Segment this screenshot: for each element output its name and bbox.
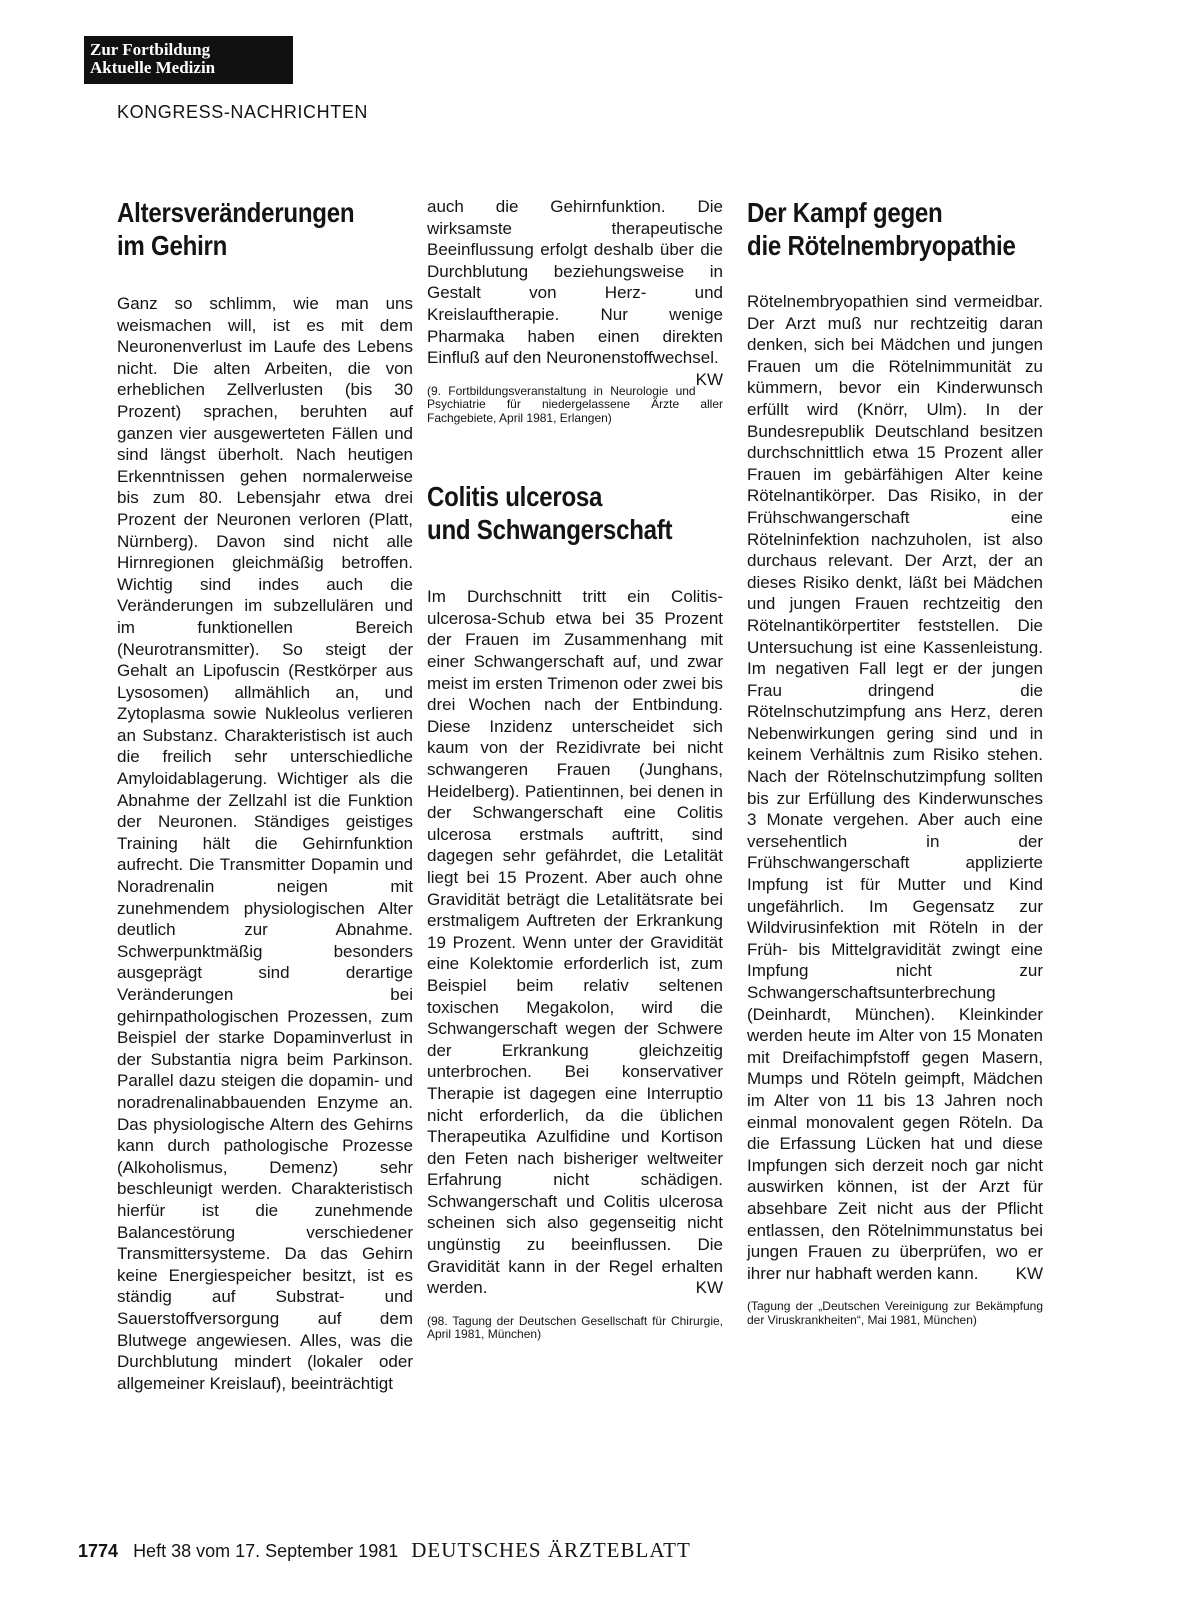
- journal-name: DEUTSCHES ÄRZTEBLATT: [411, 1538, 691, 1562]
- article-1-source: (9. Fortbildungsveranstaltung in Neurologie und Psychiatrie für niedergelassene Ärzte aller Fachgebiete, April 1981, Erlangen): [427, 383, 723, 425]
- article-2-title-line1: Colitis ulcerosa: [427, 481, 603, 513]
- article-2-body: [427, 586, 723, 1299]
- issue-info: Heft 38 vom 17. September 1981: [133, 1541, 399, 1561]
- article-2-signature: KW: [695, 1278, 723, 1298]
- article-3-title-line1: Der Kampf gegen: [747, 197, 943, 228]
- article-1-signature: KW: [695, 369, 723, 389]
- column-3: [747, 196, 1043, 1327]
- page-footer: [78, 1538, 691, 1563]
- article-3-source: (Tagung der „Deutschen Vereinigung zur Bekämpfung der Viruskrankheiten“, Mai 1981, München): [747, 1299, 1043, 1327]
- section-badge-line1: Zur Fortbildung: [90, 40, 211, 59]
- article-3-body: [747, 291, 1043, 1284]
- article-1-title-line1: Altersveränderungen: [117, 197, 355, 228]
- article-1-continuation-text: auch die Gehirnfunktion. Die wirksamste therapeutische Beeinflussung erfolgt deshalb über die Durchblutung beziehungsweise in Gestalt von Herz- und Kreislauftherapie. Nur wenige Pharmaka haben einen direkten Einfluß auf den Neuronenstoffwechsel.: [427, 197, 723, 368]
- article-1-continuation: [427, 196, 723, 389]
- section-badge: [84, 36, 293, 84]
- article-1-title: [117, 196, 372, 262]
- section-kicker: KONGRESS-NACHRICHTEN: [117, 102, 369, 122]
- article-3-title: [747, 196, 1016, 262]
- article-2-source: (98. Tagung der Deutschen Gesellschaft für Chirurgie, April 1981, München): [427, 1313, 723, 1342]
- column-1: [117, 196, 413, 1394]
- article-1-body: Ganz so schlimm, wie man uns weismachen will, ist es mit dem Neuronenverlust im Laufe des Lebens nicht. Die alten Arbeiten, die von erheblichen Zellverlusten (bis 30 Prozent) sprachen, beruhten auf ganzen vier ausgewerteten Fällen und sind längst überholt. Nach heutigen Erkenntnissen gehen normalerweise bis zum 80. Lebensjahr etwa drei Prozent der Neuronen verloren (Platt, Nürnberg). Davon sind nicht alle Hirnregionen gleichmäßig betroffen. Wichtig sind indes auch die Veränderungen im subzellulären und im funktionellen Bereich (Neurotransmitter). So steigt der Gehalt an Lipofuscin (Restkörper aus Lysosomen) allmählich an, und Zytoplasma sowie Nukleolus verlieren an Substanz. Charakteristisch ist auch die freilich sehr unterschiedliche Amyloidablagerung. Wichtiger als die Abnahme der Zellzahl ist die Funktion der Neuronen. Ständiges geistiges Training hält die Gehirnfunktion aufrecht. Die Transmitter Dopamin und Noradrenalin neigen mit zunehmendem physiologischen Alter deutlich zur Abnahme. Schwerpunktmäßig besonders ausgeprägt sind derartige Veränderungen bei gehirnpathologischen Prozessen, zum Beispiel der starke Dopaminverlust in der Substantia nigra beim Parkinson. Parallel dazu steigen die dopamin- und noradrenalinabbauenden Enzyme an. Das physiologische Altern des Gehirns kann durch pathologische Prozesse (Alkoholismus, Demenz) sehr beschleunigt werden. Charakteristisch hierfür ist die zunehmende Balancestörung verschiedener Transmittersysteme. Da das Gehirn keine Energiespeicher besitzt, ist es ständig auf Substrat- und Sauerstoffversorgung auf dem Blutwege angewiesen. Alles, was die Durchblutung mindert (lokaler oder allgemeiner Kreislauf), beeinträchtigt: [117, 294, 413, 1393]
- article-2-title-line2: und Schwangerschaft: [427, 514, 673, 546]
- page-number: 1774: [78, 1541, 119, 1561]
- article-3-signature: KW: [1015, 1263, 1043, 1283]
- article-2-title: [427, 480, 682, 546]
- article-1-title-line2: im Gehirn: [117, 230, 228, 261]
- section-badge-line2: Aktuelle Medizin: [90, 58, 216, 77]
- article-2-body-text: Im Durchschnitt tritt ein Colitis-ulcerosa-Schub etwa bei 35 Prozent der Frauen im Zusammenhang mit einer Schwangerschaft auf, und zwar meist im ersten Trimenon oder zwei bis drei Wochen nach der Entbindung. Diese Inzidenz unterscheidet sich kaum von der Rezidivrate bei nicht schwangeren Frauen (Junghans, Heidelberg). Patientinnen, bei denen in der Schwangerschaft eine Colitis ulcerosa erstmals auftritt, sind dagegen sehr gefährdet, die Letalität liegt bei 15 Prozent. Aber auch ohne Gravidität beträgt die Letalitätsrate bei erstmaligem Auftreten der Erkrankung 19 Prozent. Wenn unter der Gravidität eine Kolektomie erforderlich ist, zum Beispiel beim relativ seltenen toxischen Megakolon, wird die Schwangerschaft wegen der Schwere der Erkrankung gleichzeitig unterbrochen. Bei konservativer Therapie ist dagegen eine Interruptio nicht erforderlich, da die üblichen Therapeutika Azulfidine und Kortison den Feten nach bisheriger weltweiter Erfahrung nicht schädigen. Schwangerschaft und Colitis ulcerosa scheinen sich also gegenseitig nicht ungünstig zu beeinflussen. Die Gravidität kann in der Regel erhalten werden.: [427, 587, 723, 1298]
- column-2: [427, 196, 723, 1342]
- article-3-title-line2: die Rötelnembryopathie: [747, 230, 1016, 261]
- article-3-body-text: Rötelnembryopathien sind vermeidbar. Der Arzt muß nur rechtzeitig daran denken, sich bei Mädchen und jungen Frauen um die Rötelnimmunität zu kümmern, bevor ein Kinderwunsch erfüllt wird (Knörr, Ulm). In der Bundesrepublik Deutschland besitzen durchschnittlich etwa 15 Prozent aller Frauen im gebärfähigen Alter keine Rötelnantikörper. Das Risiko, in der Frühschwangerschaft eine Rötelninfektion nachzuholen, ist also durchaus relevant. Der Arzt, der an dieses Risiko denkt, läßt bei Mädchen und jungen Frauen rechtzeitig den Rötelnantikörpertiter feststellen. Die Untersuchung ist eine Kassenleistung. Im negativen Fall legt er der jungen Frau dringend die Rötelnschutzimpfung ans Herz, deren Nebenwirkungen gering sind und in keinem Verhältnis zum Risiko stehen. Nach der Rötelnschutzimpfung sollten bis zur Erfüllung des Kinderwunsches 3 Monate vergehen. Aber auch eine versehentlich in der Frühschwangerschaft applizierte Impfung ist für Mutter und Kind ungefährlich. Im Gegensatz zur Wildvirusinfektion mit Röteln in der Früh- bis Mittelgravidität zwingt eine Impfung nicht zur Schwangerschaftsunterbrechung (Deinhardt, München). Kleinkinder werden heute im Alter von 15 Monaten mit Dreifachimpfstoff gegen Masern, Mumps und Röteln geimpft, Mädchen im Alter von 11 bis 13 Jahren noch einmal monovalent gegen Röteln. Da die Erfassung Lücken hat und diese Impfungen sich derzeit noch gar nicht auswirken können, ist der Arzt für absehbare Zeit nicht aus der Pflicht entlassen, den Rötelnimmunstatus bei jungen Frauen zu überprüfen, wo er ihrer nur habhaft werden kann.: [747, 292, 1043, 1283]
